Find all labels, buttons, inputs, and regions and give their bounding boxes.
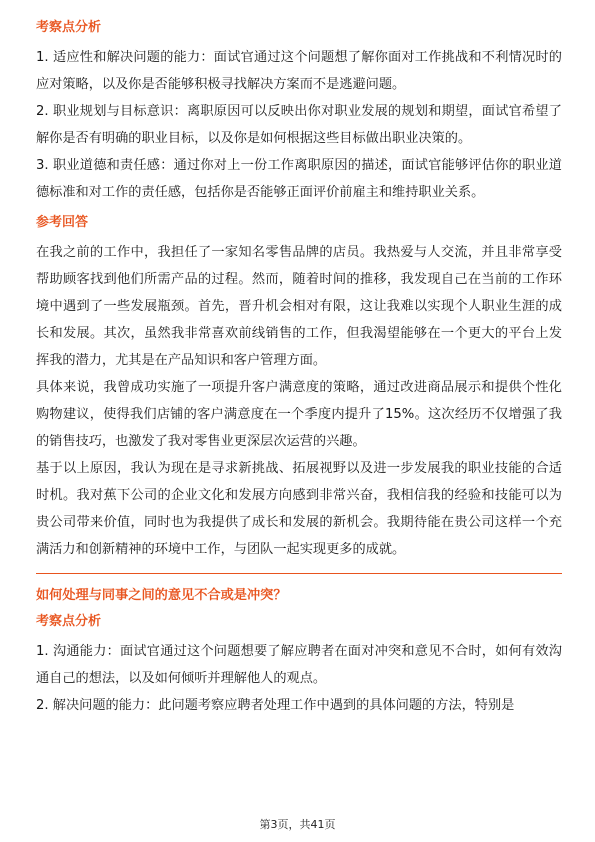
analysis-item-3: 3. 职业道德和责任感：通过你对上一份工作离职原因的描述，面试官能够评估你的职业道德标准和对工作的责任感，包括你是否能够正面评价前雇主和维持职业关系。 bbox=[36, 158, 562, 200]
answer-paragraph-3: 基于以上原因，我认为现在是寻求新挑战、拓展视野以及进一步发展我的职业技能的合适时机。我对蕉下公司的企业文化和发展方向感到非常兴奋，我相信我的经验和技能可以为贵公司带来价值，同时也为我提供了成长和发展的新机会。我期待能在贵公司这样一个充满活力和创新精神的环境中工作，与团队一起实现更多的成就。 bbox=[36, 461, 562, 557]
section-divider bbox=[36, 573, 562, 574]
section-heading-reference-answer: 参考回答 bbox=[36, 215, 89, 230]
analysis-item-1: 1. 适应性和解决问题的能力：面试官通过这个问题想了解你面对工作挑战和不利情况时的应对策略，以及你是否能够积极寻找解决方案而不是逃避问题。 bbox=[36, 50, 562, 92]
answer-paragraph-2: 具体来说，我曾成功实施了一项提升客户满意度的策略，通过改进商品展示和提供个性化购物建议，使得我们店铺的客户满意度在一个季度内提升了15%。这次经历不仅增强了我的销售技巧，也激发了我对零售业更深层次运营的兴趣。 bbox=[36, 380, 562, 449]
page-content bbox=[36, 18, 562, 719]
analysis2-item-1: 1. 沟通能力：面试官通过这个问题想要了解应聘者在面对冲突和意见不合时，如何有效沟通自己的想法，以及如何倾听并理解他人的观点。 bbox=[36, 644, 562, 686]
analysis2-item-2: 2. 解决问题的能力：此问题考察应聘者处理工作中遇到的具体问题的方法，特别是 bbox=[36, 698, 515, 713]
page-number: 第3页，共41页 bbox=[259, 818, 336, 831]
analysis-item-2: 2. 职业规划与目标意识：离职原因可以反映出你对职业发展的规划和期望，面试官希望了解你是否有明确的职业目标，以及你是如何根据这些目标做出职业决策的。 bbox=[36, 104, 562, 146]
interview-question: 如何处理与同事之间的意见不合或是冲突？ bbox=[36, 588, 287, 603]
section-heading-analysis-2: 考察点分析 bbox=[36, 614, 102, 629]
section-heading-analysis: 考察点分析 bbox=[36, 20, 102, 35]
answer-paragraph-1: 在我之前的工作中，我担任了一家知名零售品牌的店员。我热爱与人交流，并且非常享受帮助顾客找到他们所需产品的过程。然而，随着时间的推移，我发现自己在当前的工作环境中遇到了一些发展瓶颈。首先，晋升机会相对有限，这让我难以实现个人职业生涯的成长和发展。其次，虽然我非常喜欢前线销售的工作，但我渴望能够在一个更大的平台上发挥我的潜力，尤其是在产品知识和客户管理方面。 bbox=[36, 245, 562, 368]
